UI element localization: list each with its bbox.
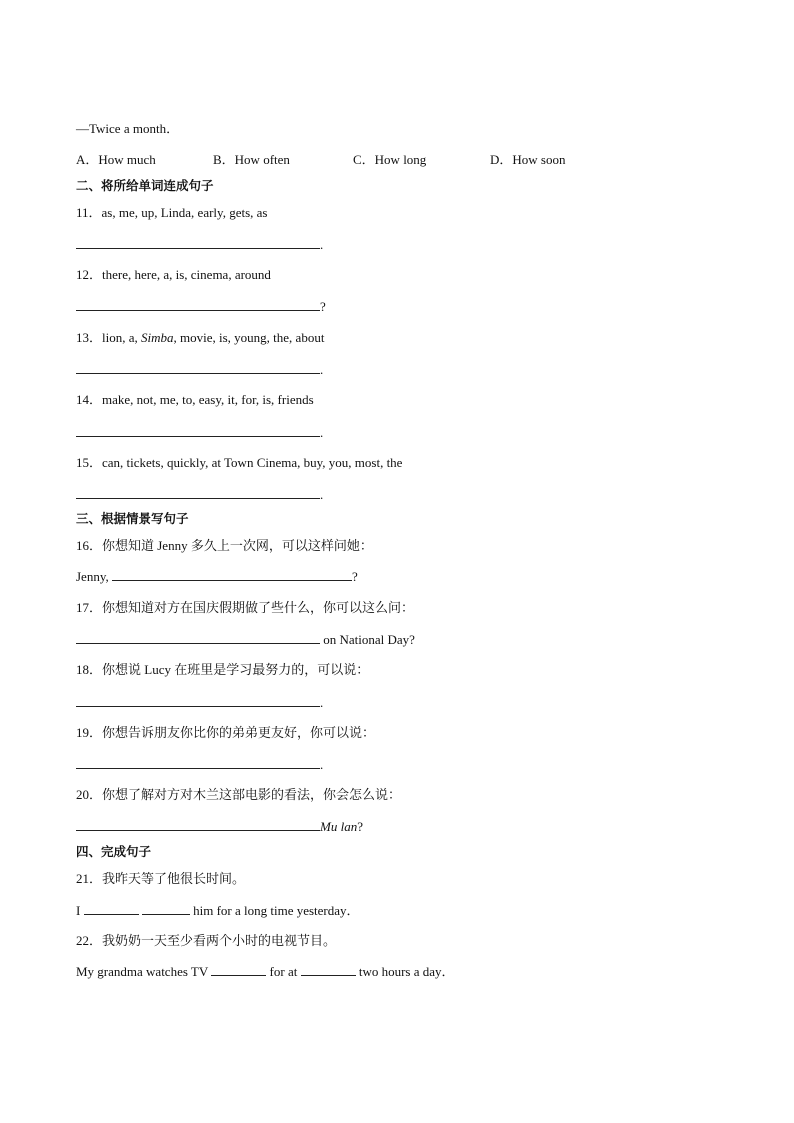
q13-prompt-italic: Simba: [141, 330, 174, 345]
q20-prompt: 20．你想了解对方对木兰这部电影的看法，你会怎么说：: [76, 787, 402, 802]
option-d: D．How soon: [490, 152, 566, 167]
answer-blank[interactable]: [76, 424, 320, 437]
q18-answer-line: [76, 694, 323, 711]
q20-end: ?: [357, 819, 363, 834]
q21-prompt: 21．我昨天等了他很长时间。: [76, 871, 246, 886]
q13-answer-line: [76, 361, 323, 378]
answer-blank[interactable]: [142, 902, 190, 915]
q14-answer-line: [76, 424, 323, 441]
answer-blank[interactable]: [76, 694, 320, 707]
q21-part-2: him for a long time yesterday．: [193, 903, 360, 918]
q19-prompt: 19．你想告诉朋友你比你的弟弟更友好，你可以说：: [76, 725, 376, 740]
q14-prompt: 14．make, not, me, to, easy, it, for, is, friends: [76, 392, 314, 407]
q20-answer-line: [76, 818, 363, 835]
q16-answer-line: [76, 568, 358, 585]
q17-prompt: 17．你想知道对方在国庆假期做了些什么，你可以这么问：: [76, 600, 415, 615]
q22-answer-line: [76, 963, 455, 980]
q12-end: ?: [320, 299, 326, 314]
q17-end: on National Day?: [323, 632, 415, 647]
q21-part-1: I: [76, 903, 81, 918]
q11-end: .: [320, 237, 324, 252]
q15-answer-line: [76, 486, 323, 503]
answer-blank[interactable]: [76, 361, 320, 374]
q10-answer: —Twice a month．: [76, 121, 180, 136]
q16-pre: Jenny,: [76, 569, 112, 584]
q13-end: .: [320, 362, 324, 377]
q11-prompt: 11．as, me, up, Linda, early, gets, as: [76, 205, 268, 220]
q13-prompt-pre: 13．lion, a,: [76, 330, 141, 345]
q13-prompt: [76, 330, 324, 346]
answer-blank[interactable]: [112, 568, 352, 581]
q14-end: .: [320, 425, 324, 440]
answer-blank[interactable]: [76, 631, 320, 644]
q22-part-1: My grandma watches TV: [76, 964, 209, 979]
q10-options: [76, 152, 636, 168]
q13-prompt-post: , movie, is, young, the, about: [173, 330, 325, 345]
q16-prompt: 16．你想知道 Jenny 多久上一次网，可以这样问她：: [76, 538, 373, 553]
q17-answer-line: [76, 631, 415, 648]
q12-prompt: 12．there, here, a, is, cinema, around: [76, 267, 271, 282]
option-b: B．How often: [213, 152, 290, 167]
q22-prompt: 22．我奶奶一天至少看两个小时的电视节目。: [76, 933, 337, 948]
q22-part-3: two hours a day．: [358, 964, 455, 979]
answer-blank[interactable]: [76, 818, 320, 831]
q19-end: .: [320, 757, 324, 772]
section4-title: 四、完成句子: [76, 844, 152, 859]
answer-blank[interactable]: [76, 486, 320, 499]
q19-answer-line: [76, 756, 323, 773]
answer-blank[interactable]: [76, 236, 320, 249]
q15-end: .: [320, 487, 324, 502]
answer-blank[interactable]: [211, 963, 266, 976]
q11-answer-line: [76, 236, 323, 253]
section3-title: 三、根据情景写句子: [76, 511, 189, 526]
q16-end: ?: [352, 569, 358, 584]
option-c: C．How long: [353, 152, 427, 167]
option-a: A．How much: [76, 152, 156, 167]
answer-blank[interactable]: [84, 902, 139, 915]
q12-answer-line: [76, 298, 326, 315]
answer-blank[interactable]: [76, 298, 320, 311]
answer-blank[interactable]: [76, 756, 320, 769]
q15-prompt: 15．can, tickets, quickly, at Town Cinema, buy, you, most, the: [76, 455, 403, 470]
q20-end-italic: Mu lan: [320, 819, 358, 834]
answer-blank[interactable]: [301, 963, 356, 976]
section2-title: 二、将所给单词连成句子: [76, 178, 214, 193]
q22-part-2: for at: [269, 964, 298, 979]
q21-answer-line: [76, 902, 360, 919]
q18-prompt: 18．你想说 Lucy 在班里是学习最努力的，可以说：: [76, 662, 370, 677]
q18-end: .: [320, 695, 324, 710]
